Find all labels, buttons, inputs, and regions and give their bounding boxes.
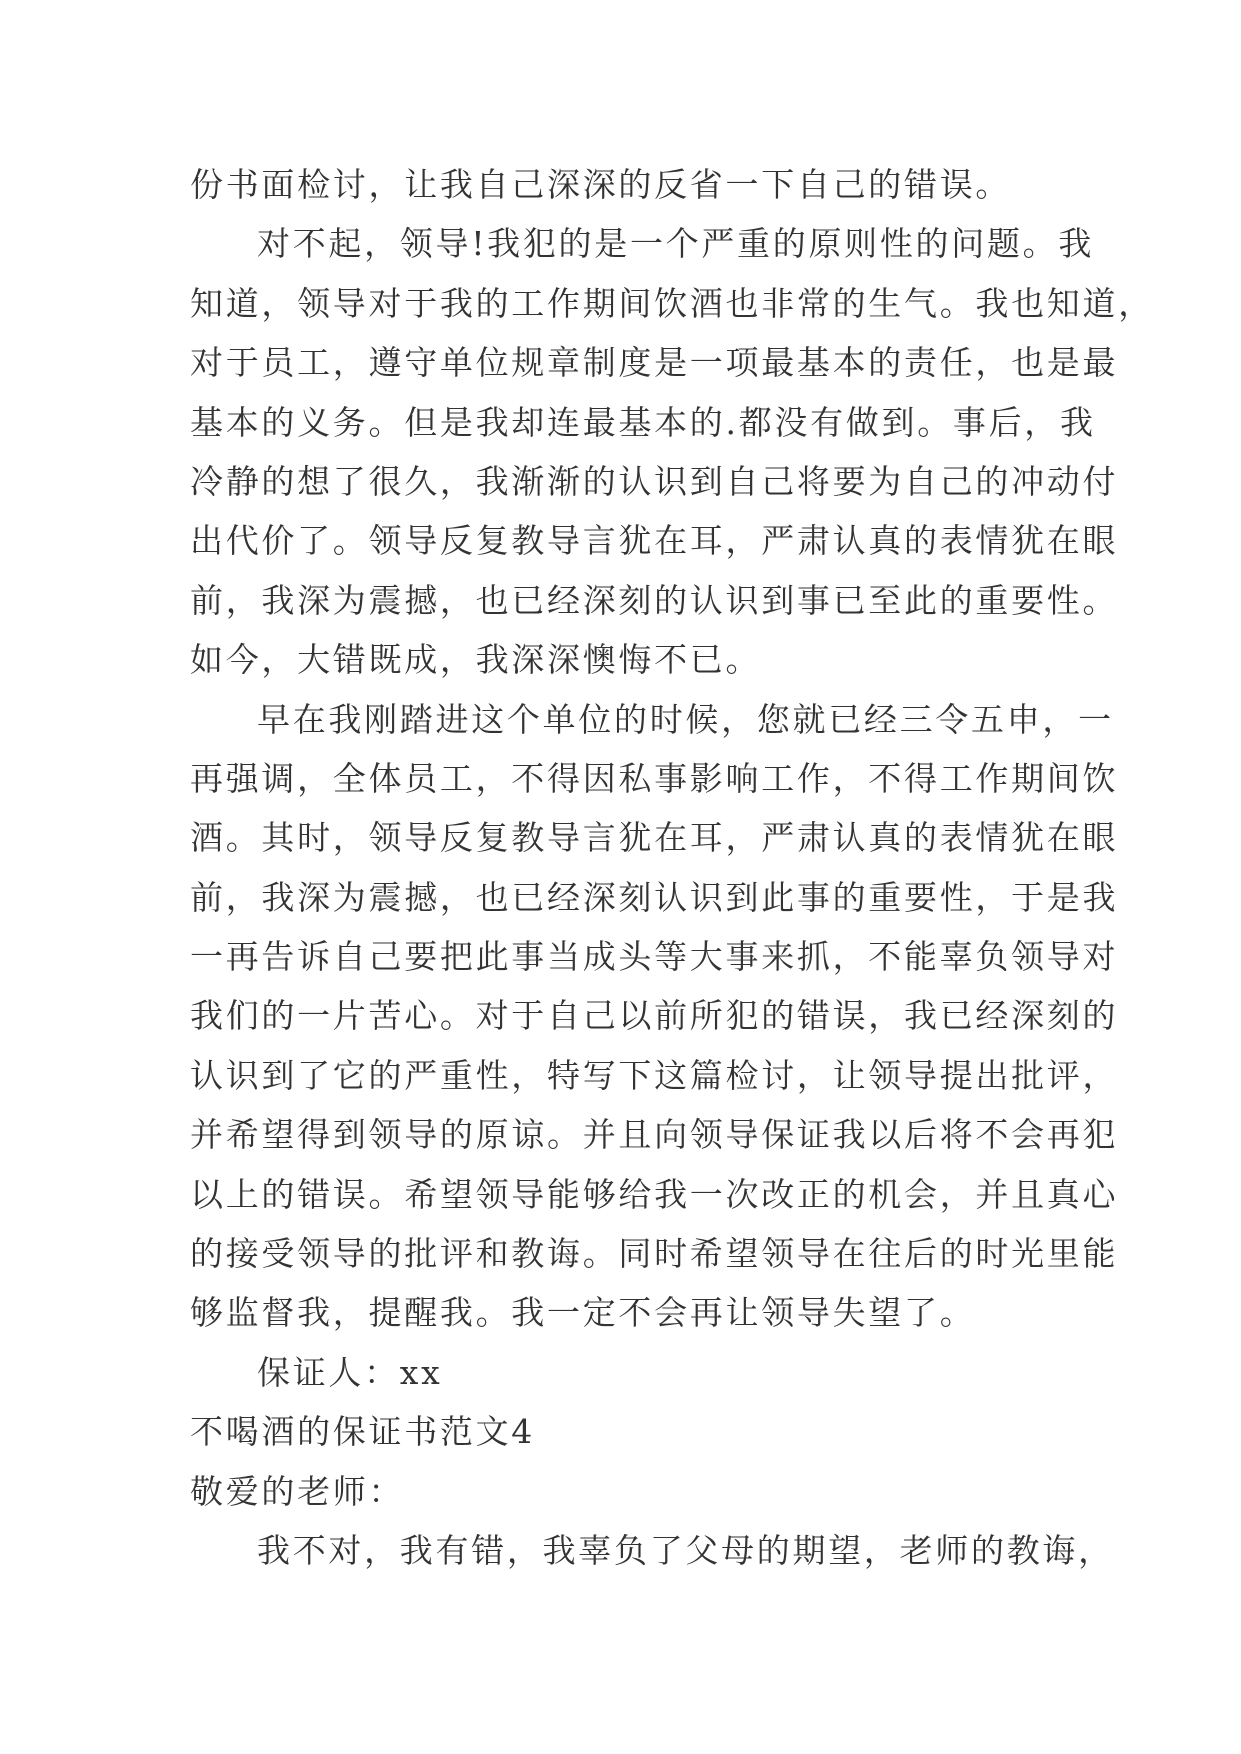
text-line: 我不对，我有错，我辜负了父母的期望，老师的教诲， — [257, 1530, 1114, 1570]
text-line: 冷静的想了很久，我渐渐的认识到自己将要为自己的冲动付 — [190, 461, 1119, 501]
document-body — [190, 155, 1154, 1580]
signature-line: 保证人：xx — [257, 1352, 443, 1392]
text-line: 酒。其时，领导反复教导言犹在耳，严肃认真的表情犹在眼 — [190, 818, 1119, 858]
text-line: 前，我深为震撼，也已经深刻认识到此事的重要性，于是我 — [190, 877, 1119, 917]
text-line: 如今，大错既成，我深深懊悔不已。 — [190, 640, 762, 680]
text-line: 基本的义务。但是我却连最基本的.都没有做到。事后，我 — [190, 402, 1096, 442]
text-line: 知道，领导对于我的工作期间饮酒也非常的生气。我也知道， — [190, 283, 1154, 323]
text-line: 认识到了它的严重性，特写下这篇检讨，让领导提出批评， — [190, 1055, 1119, 1095]
text-line: 份书面检讨，让我自己深深的反省一下自己的错误。 — [190, 165, 1012, 204]
text-line: 早在我刚踏进这个单位的时候，您就已经三令五申，一 — [257, 699, 1114, 739]
salutation: 敬爱的老师： — [190, 1471, 405, 1511]
text-line: 出代价了。领导反复教导言犹在耳，严肃认真的表情犹在眼 — [190, 521, 1119, 561]
text-line: 再强调，全体员工，不得因私事影响工作，不得工作期间饮 — [190, 758, 1119, 798]
text-line: 对于员工，遵守单位规章制度是一项最基本的责任，也是最 — [190, 343, 1119, 383]
text-line: 前，我深为震撼，也已经深刻的认识到事已至此的重要性。 — [190, 580, 1119, 620]
text-line: 我们的一片苦心。对于自己以前所犯的错误，我已经深刻的 — [190, 996, 1119, 1036]
text-line: 并希望得到领导的原谅。并且向领导保证我以后将不会再犯 — [190, 1115, 1119, 1155]
text-line: 的接受领导的批评和教诲。同时希望领导在往后的时光里能 — [190, 1234, 1119, 1274]
section-title: 不喝酒的保证书范文4 — [190, 1412, 535, 1452]
text-line: 对不起，领导!我犯的是一个严重的原则性的问题。我 — [257, 224, 1095, 264]
text-line: 够监督我，提醒我。我一定不会再让领导失望了。 — [190, 1293, 976, 1333]
text-line: 以上的错误。希望领导能够给我一次改正的机会，并且真心 — [190, 1174, 1119, 1214]
text-line: 一再告诉自己要把此事当成头等大事来抓，不能辜负领导对 — [190, 937, 1119, 977]
